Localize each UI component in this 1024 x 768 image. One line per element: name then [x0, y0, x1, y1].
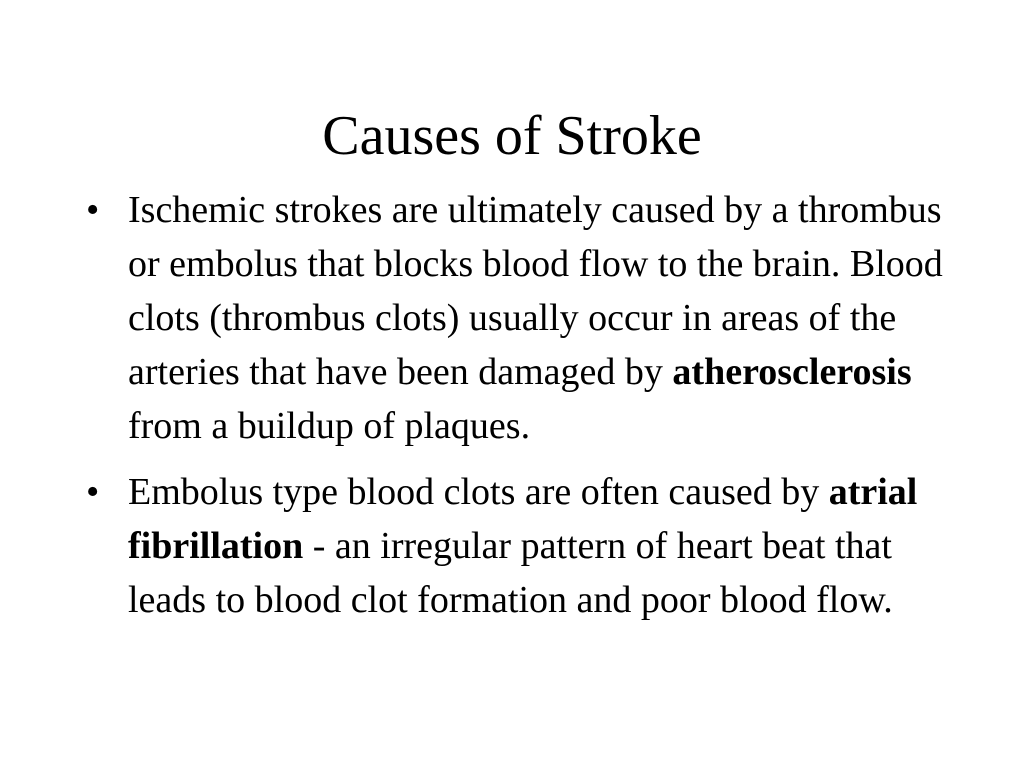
bullet-text-before: Ischemic strokes are ultimately caused by a thrombus or embolus that blocks blood flow to the brain. Blood clots (thrombus clots) usually occur in areas of the arteries that have been damaged by: [128, 189, 943, 393]
bullet-list: [86, 183, 956, 639]
slide-title: Causes of Stroke: [322, 105, 702, 167]
bold-term-atrial-fibrillation: atrial fibrillation: [128, 471, 918, 567]
bullet-item-ischemic: [86, 183, 956, 453]
bold-term-atherosclerosis: atherosclerosis: [672, 351, 912, 393]
bullet-item-embolus: [86, 465, 956, 627]
bullet-icon: •: [86, 471, 100, 513]
bullet-icon: •: [86, 189, 100, 231]
bullet-text-after: - an irregular pattern of heart beat that leads to blood clot formation and poor blood flow.: [128, 525, 893, 621]
bullet-text-after: from a buildup of plaques.: [128, 405, 531, 447]
bullet-text-before: Embolus type blood clots are often caused by: [128, 471, 829, 513]
